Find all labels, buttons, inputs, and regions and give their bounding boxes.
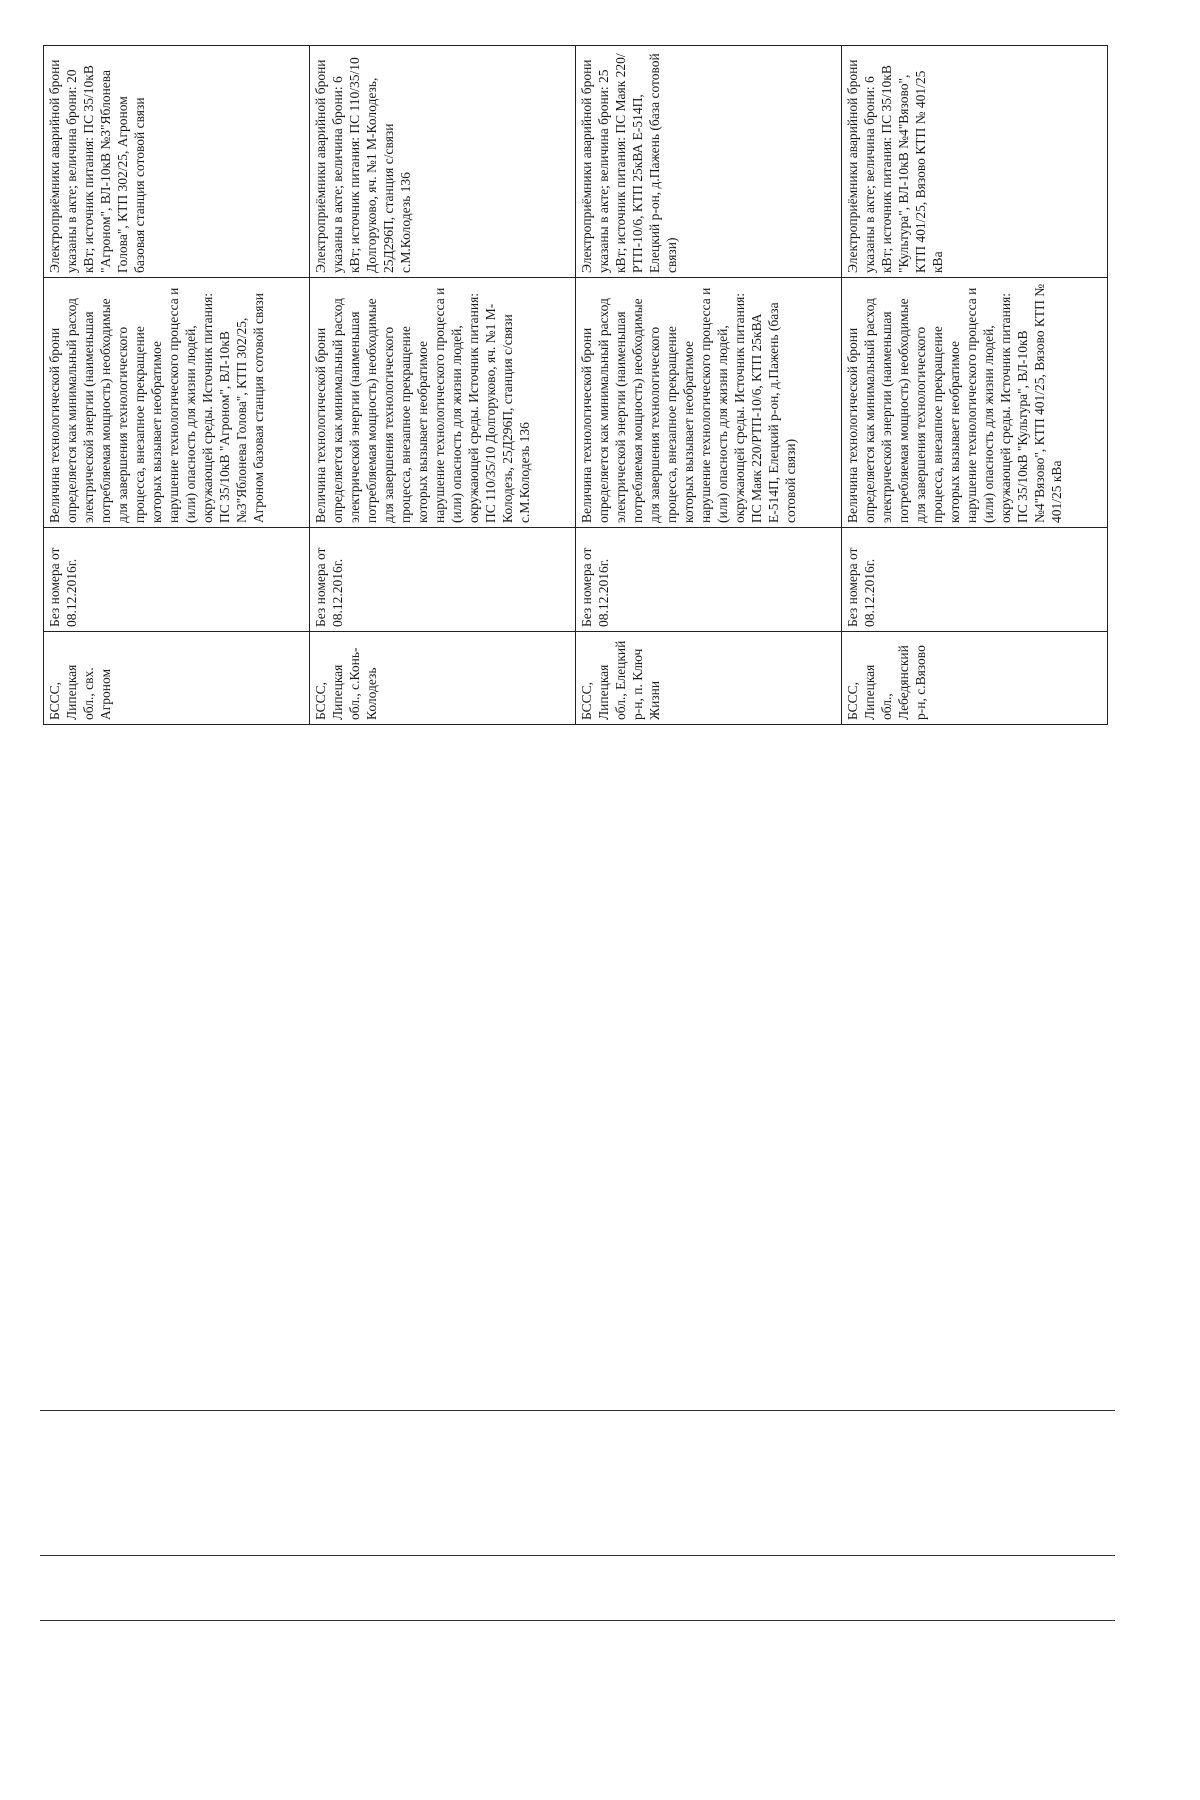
- horizontal-rule: [40, 1555, 1115, 1556]
- cell-emergency-reserve: Электроприёмники аварийной брони указаны в акте; величина брони: 6 кВт; источник питания: ПС 110/35/10 Долгоруково, яч. №1 М-Колодезь, 25Д296П, станция с/связи с.М.Колодезь 136: [310, 46, 576, 278]
- reserve-table: [43, 45, 1108, 725]
- cell-emergency-reserve: Электроприёмники аварийной брони указаны в акте; величина брони: 20 кВт; источник питания: ПС 35/10кВ "Агроном", ВЛ-10кВ №3"Яблонева Голова", КТП 302/25, Агроном базовая станция сотовой связи: [44, 46, 310, 278]
- cell-tech-reserve: Величина технологической брони определяется как минимальный расход электрической энергии (наименьшая потребляемая мощность) необходимые для завершения технологического процесса, внезапное прекращение которых вызывает необратимое нарушение технологического процесса и (или) опасность для жизни людей, окружающей среды. Источник питания: ПС Маяк 220/РТП-10/6, КТП 25кВА Е-514П, Елецкий р-он, д.Пажень (база сотовой связи): [576, 278, 842, 528]
- cell-emergency-reserve: Электроприёмники аварийной брони указаны в акте; величина брони: 25 кВт; источник питания: ПС Маяк 220/РТП-10/6, КТП 25кВА Е-514П, Елецкий р-он, д.Пажень (база сотовой связи): [576, 46, 842, 278]
- cell-tech-reserve: Величина технологической брони определяется как минимальный расход электрической энергии (наименьшая потребляемая мощность) необходимые для завершения технологического процесса, внезапное прекращение которых вызывает необратимое нарушение технологического процесса и (или) опасность для жизни людей, окружающей среды. Источник питания: ПС 110/35/10 Долгоруково, яч. №1 М-Колодезь, 25Д296П, станция с/связи с.М.Колодезь 136: [310, 278, 576, 528]
- table-row: [576, 46, 842, 725]
- cell-act: Без номера от 08.12.2016г.: [576, 528, 842, 632]
- cell-tech-reserve: Величина технологической брони определяется как минимальный расход электрической энергии (наименьшая потребляемая мощность) необходимые для завершения технологического процесса, внезапное прекращение которых вызывает необратимое нарушение технологического процесса и (или) опасность для жизни людей, окружающей среды. Источник питания: ПС 35/10кВ "Культура", ВЛ-10кВ №4"Вязово", КТП 401/25, Вязово КТП № 401/25 кВа: [842, 278, 1108, 528]
- cell-location: БССС, Липецкая обл., Елецкий р-н, п. Ключ Жизни: [576, 632, 842, 725]
- cell-act: Без номера от 08.12.2016г.: [310, 528, 576, 632]
- table-row: [842, 46, 1108, 725]
- cell-location: БССС, Липецкая обл., с.Конь-Колодезь: [310, 632, 576, 725]
- cell-tech-reserve: Величина технологической брони определяется как минимальный расход электрической энергии (наименьшая потребляемая мощность) необходимые для завершения технологического процесса, внезапное прекращение которых вызывает необратимое нарушение технологического процесса и (или) опасность для жизни людей, окружающей среды. Источник питания: ПС 35/10кВ "Агроном", ВЛ-10кВ №3"Яблонева Голова", КТП 302/25, Агроном базовая станция сотовой связи: [44, 278, 310, 528]
- horizontal-rule: [40, 1620, 1115, 1621]
- cell-act: Без номера от 08.12.2016г.: [44, 528, 310, 632]
- cell-act: Без номера от 08.12.2016г.: [842, 528, 1108, 632]
- cell-location: БССС, Липецкая обл., свх. Агроном: [44, 632, 310, 725]
- table-row: [44, 46, 310, 725]
- cell-location: БССС, Липецкая обл., Лебедянский р-н, с.Вязово: [842, 632, 1108, 725]
- table-row: [310, 46, 576, 725]
- horizontal-rule: [40, 1410, 1115, 1411]
- cell-emergency-reserve: Электроприёмники аварийной брони указаны в акте; величина брони: 6 кВт; источник питания: ПС 35/10кВ "Культура", ВЛ-10кВ №4"Вязово", КТП 401/25, Вязово КТП № 401/25 кВа: [842, 46, 1108, 278]
